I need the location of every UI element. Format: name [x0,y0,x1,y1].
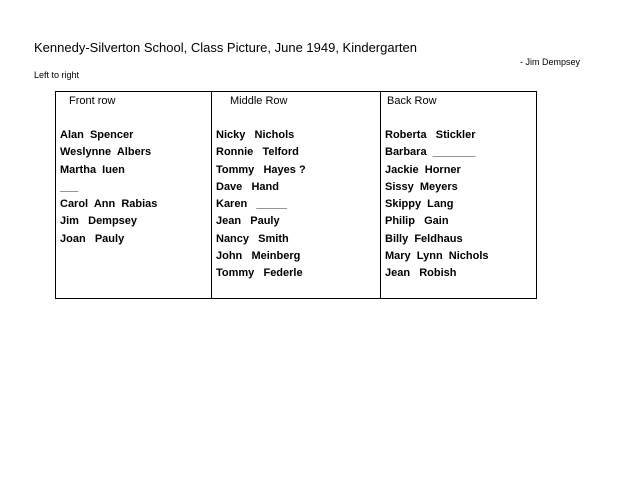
student-name: Billy Feldhaus [385,232,463,245]
student-name: Jim Dempsey [60,215,138,228]
back-row-header: Back Row [387,95,437,107]
student-name: Weslynne Albers [60,146,152,159]
middle-row-column [211,92,380,298]
student-name: Tommy Hayes ? [216,163,306,176]
front-row-column [56,92,211,298]
student-name: Jackie Horner [385,163,461,176]
student-name: Jean Pauly [216,215,280,228]
front-row-names [60,127,157,248]
student-name: Martha Iuen [60,163,125,176]
author-credit: - Jim Dempsey [519,57,580,67]
back-row-names [385,127,489,283]
student-name: Joan Pauly [60,232,125,245]
student-name: Carol Ann Rabias [60,198,158,211]
student-name: Mary Lynn Nichols [385,250,489,263]
student-name: Sissy Meyers [385,180,458,193]
student-name: Nicky Nichols [216,129,295,141]
student-name: Roberta Stickler [385,129,476,141]
orientation-note: Left to right [34,70,80,80]
document-title: Kennedy-Silverton School, Class Picture, June 1949, Kindergarten [34,40,417,55]
student-name: John Meinberg [216,250,301,263]
student-name: Alan Spencer [60,129,134,141]
student-name: Skippy Lang [385,198,454,211]
student-name: Philip Gain [385,215,449,228]
student-name: Ronnie Telford [216,146,299,159]
middle-row-names [216,127,306,283]
student-name: Dave Hand [216,180,279,193]
student-name: Nancy Smith [216,232,289,245]
back-row-column [380,92,536,298]
student-name: ___ [60,180,79,193]
student-name: Barbara _______ [385,146,476,159]
middle-row-header: Middle Row [230,95,288,107]
class-roster-table [55,91,537,299]
student-name: Tommy Federle [216,267,303,280]
student-name: Jean Robish [385,267,457,280]
student-name: Karen _____ [216,198,287,211]
front-row-header: Front row [69,95,116,107]
